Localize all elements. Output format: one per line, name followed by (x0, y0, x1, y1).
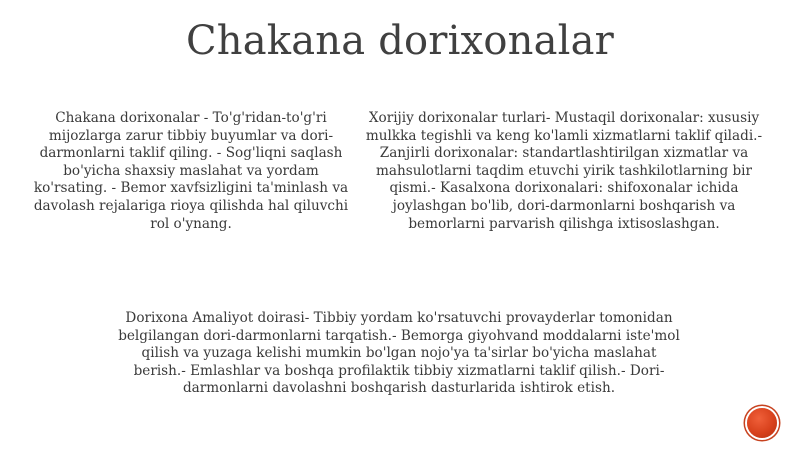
pharmacy-practice-scope-text: Dorixona Amaliyot doirasi- Tibbiy yordam ko'rsatuvchi provayderlar tomonidan belgilangan dori-darmonlarni tarqatish.- Bemorga giyohvand moddalarni iste'mol qilish va yuzaga kelishi mumkin bo'lgan nojo'ya ta'sirlar bo'yicha maslahat berish.- Emlashlar va boshqa profilaktik tibbiy xizmatlarni taklif qilish.- Dori-darmonlarni davolashni boshqarish dasturlarida ishtirok etish. (118, 310, 680, 397)
retail-pharmacies-text: Chakana dorixonalar - To'g'ridan-to'g'ri mijozlarga zarur tibbiy buyumlar va dori-darmonlarni taklif qiling. - Sog'liqni saqlash bo'yicha shaxsiy maslahat va yordam ko'rsating. - Bemor xavfsizligini ta'minlash va davolash rejalariga rioya qilishda hal qiluvchi rol o'ynang. (33, 110, 349, 232)
slide-title: Chakana dorixonalar (185, 18, 615, 64)
next-slide-circle-icon[interactable] (747, 408, 777, 438)
foreign-pharmacy-types-text: Xorijiy dorixonalar turlari- Mustaqil dorixonalar: xususiy mulkka tegishli va keng ko'lamli xizmatlarni taklif qiladi.- Zanjirli dorixonalar: standartlashtirilgan xizmatlar va mahsulotlarni taqdim etuvchi yirik tashkilotlarning bir qismi.- Kasalxona dorixonalari: shifoxonalar ichida joylashgan bo'lib, dori-darmonlarni boshqarish va bemorlarni parvarish qilishga ixtisoslashgan. (365, 110, 763, 232)
